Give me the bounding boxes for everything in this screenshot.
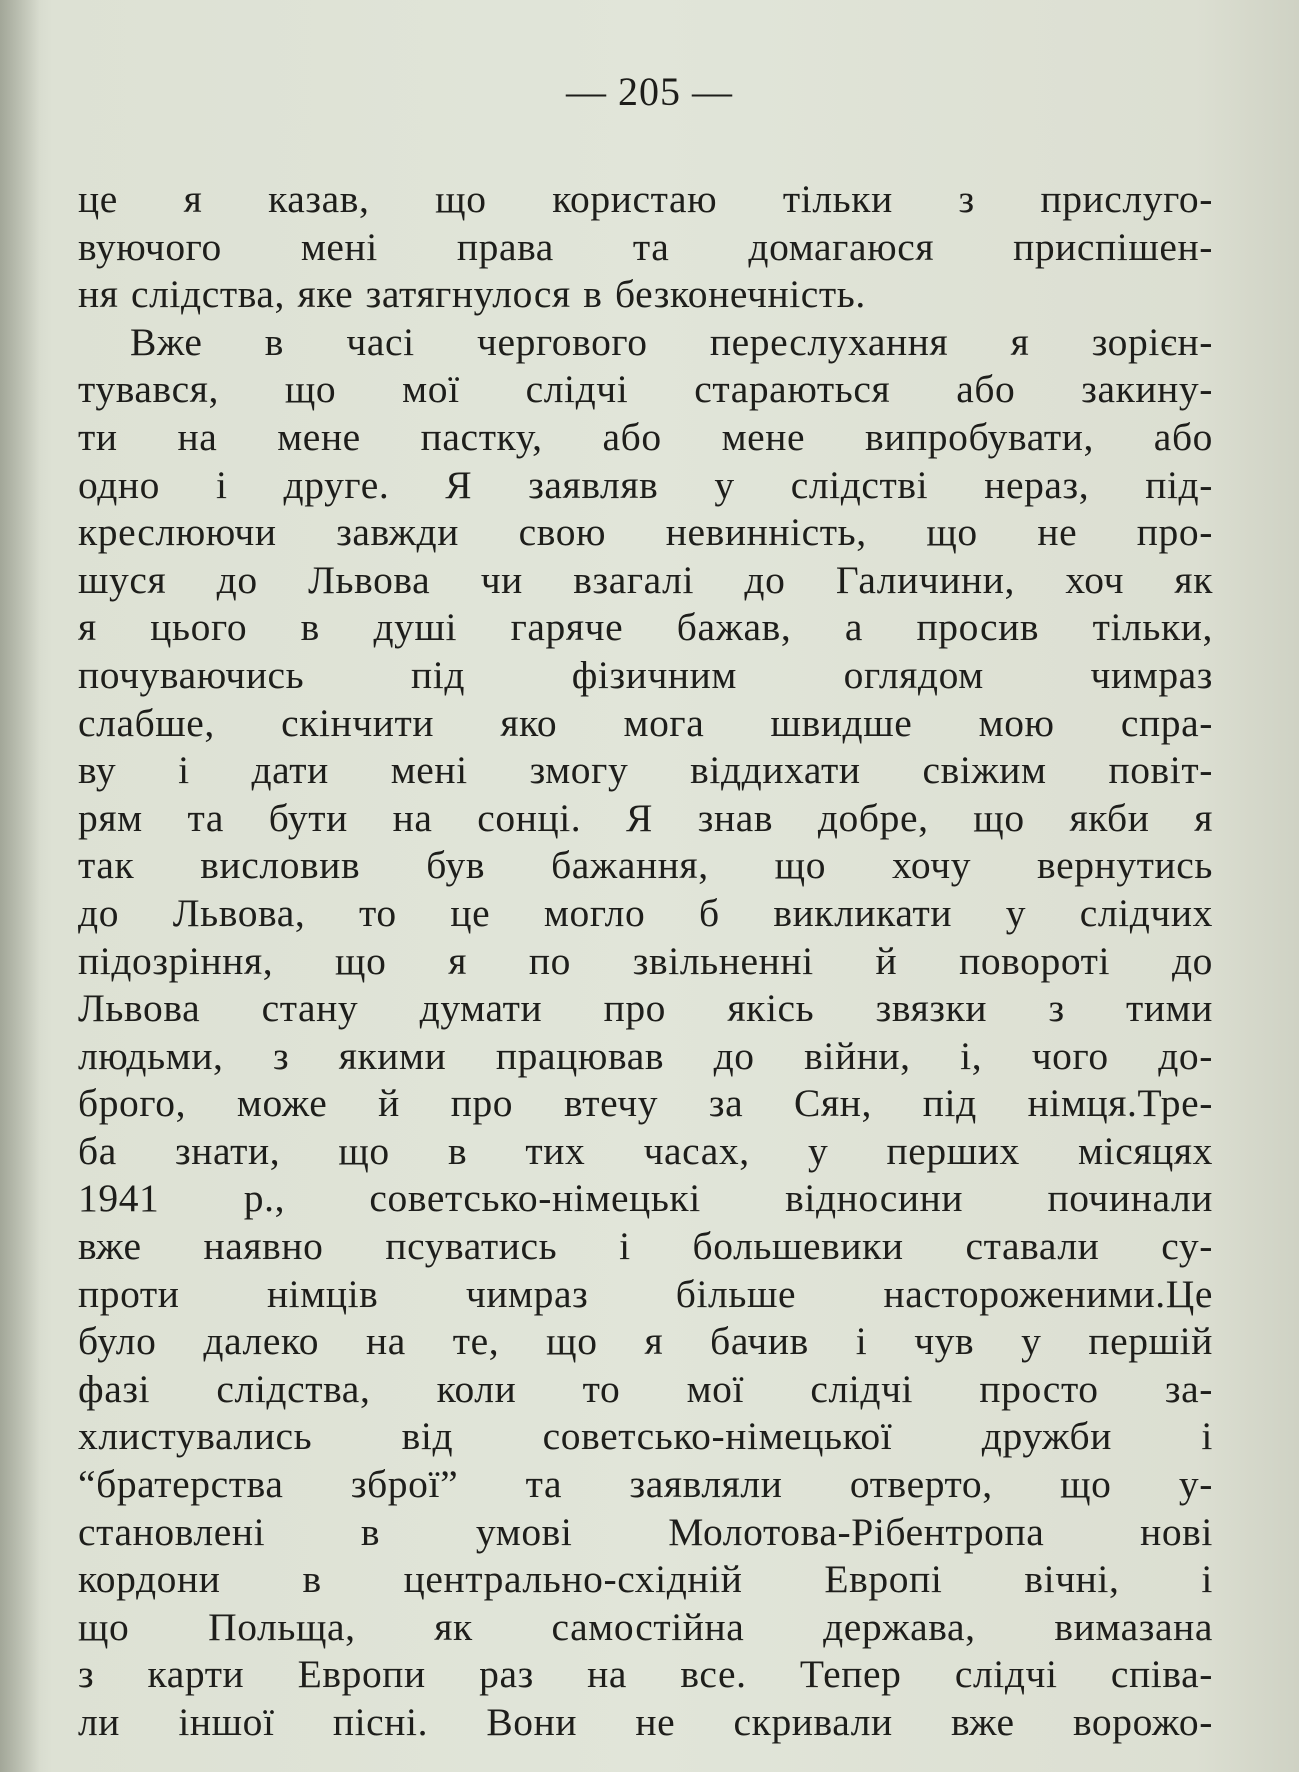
- text-line: Вже в часі чергового переслухання я зорієн-: [130, 319, 1213, 364]
- text-line: кордони в центрально-східній Европі вічні, і: [78, 1557, 1213, 1602]
- text-line: людьми, з якими працював до війни, і, чого до-: [78, 1033, 1213, 1078]
- text-line: почуваючись під фізичним оглядом чимраз: [78, 652, 1213, 697]
- text-line: ня слідства, яке затягнулося в безконечність.: [78, 272, 866, 317]
- text-line: ли іншої пісні. Вони не скривали вже ворожо-: [78, 1700, 1213, 1744]
- text-line: було далеко на те, що я бачив і чув у першій: [78, 1319, 1213, 1364]
- paragraph-1: [78, 176, 1213, 319]
- text-line: вже наявно псуватись і большевики ставали су-: [78, 1224, 1213, 1269]
- text-line: брого, може й про втечу за Сян, під німця.Тре-: [78, 1081, 1213, 1126]
- text-line: проти німців чимраз більше настороженими.Це: [78, 1271, 1213, 1316]
- text-line: хлистувались від советсько-німецької дружби і: [78, 1414, 1213, 1459]
- text-line: ву і дати мені змогу віддихати свіжим повіт-: [78, 748, 1213, 793]
- text-line: ти на мене пастку, або мене випробувати, або: [78, 414, 1213, 459]
- text-line: становлені в умові Молотова-Рібентропа нові: [78, 1509, 1213, 1554]
- text-line: слабше, скінчити яко мога швидше мою спра-: [78, 700, 1213, 745]
- text-line: рям та бути на сонці. Я знав добре, що якби я: [78, 795, 1213, 840]
- text-line: Львова стану думати про якісь звязки з тими: [78, 986, 1213, 1031]
- text-line: я цього в душі гаряче бажав, а просив тільки,: [78, 605, 1213, 650]
- text-line: вуючого мені права та домагаюся приспішен-: [78, 224, 1213, 269]
- text-line: 1941 р., советсько-німецькі відносини починали: [78, 1176, 1213, 1221]
- text-line: до Львова, то це могло б викликати у слідчих: [78, 890, 1213, 935]
- text-line: що Польща, як самостійна держава, вимазана: [78, 1604, 1213, 1649]
- text-line: це я казав, що користаю тільки з прислуго-: [78, 177, 1213, 221]
- text-line: креслюючи завжди свою невинність, що не про-: [78, 510, 1213, 555]
- text-line: тувався, що мої слідчі стараються або закину-: [78, 367, 1213, 412]
- paragraph-2: [78, 319, 1213, 1747]
- text-line: шуся до Львова чи взагалі до Галичини, хоч як: [78, 557, 1213, 602]
- text-line: фазі слідства, коли то мої слідчі просто за-: [78, 1366, 1213, 1411]
- body-text: [78, 176, 1213, 1747]
- spine-shadow: [0, 0, 40, 1772]
- text-line: з карти Европи раз на все. Тепер слідчі співа-: [78, 1652, 1213, 1697]
- text-line: “братерства зброї” та заявляли отверто, що у-: [78, 1462, 1213, 1507]
- text-line: ба знати, що в тих часах, у перших місяцях: [78, 1128, 1213, 1173]
- page-number: — 205 —: [566, 69, 733, 114]
- text-line: так висловив був бажання, що хочу вернутись: [78, 843, 1213, 888]
- text-line: одно і друге. Я заявляв у слідстві нераз, під-: [78, 462, 1213, 507]
- text-line: підозріння, що я по звільненні й повороті до: [78, 938, 1213, 983]
